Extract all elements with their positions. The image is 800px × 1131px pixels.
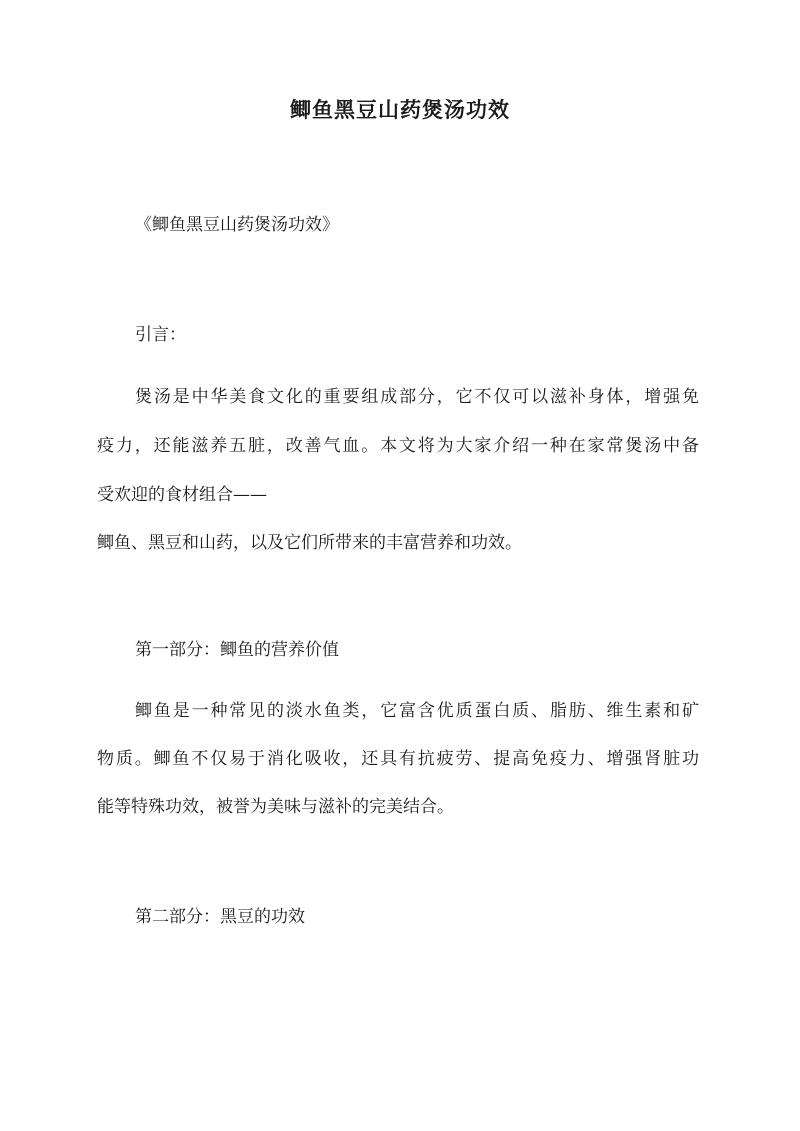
intro-line-3: 受欢迎的食材组合—— — [97, 485, 267, 505]
intro-line-4: 鲫鱼、黑豆和山药，以及它们所带来的丰富营养和功效。 — [97, 533, 522, 553]
section2-heading: 第二部分：黑豆的功效 — [135, 907, 305, 927]
document-subtitle: 《鲫鱼黑豆山药煲汤功效》 — [135, 215, 339, 235]
section1-line-2: 物质。鲫鱼不仅易于消化吸收，还具有抗疲劳、提高免疫力、增强肾脏功 — [97, 749, 699, 769]
intro-line-2: 疫力，还能滋养五脏，改善气血。本文将为大家介绍一种在家常煲汤中备 — [97, 436, 699, 456]
section1-line-3: 能等特殊功效，被誉为美味与滋补的完美结合。 — [97, 797, 454, 817]
section1-heading: 第一部分：鲫鱼的营养价值 — [135, 640, 339, 660]
document-title: 鲫鱼黑豆山药煲汤功效 — [290, 97, 510, 122]
intro-heading: 引言： — [135, 325, 186, 345]
section1-line-1: 鲫鱼是一种常见的淡水鱼类，它富含优质蛋白质、脂肪、维生素和矿 — [135, 701, 699, 721]
intro-line-1: 煲汤是中华美食文化的重要组成部分，它不仅可以滋补身体，增强免 — [135, 387, 699, 407]
